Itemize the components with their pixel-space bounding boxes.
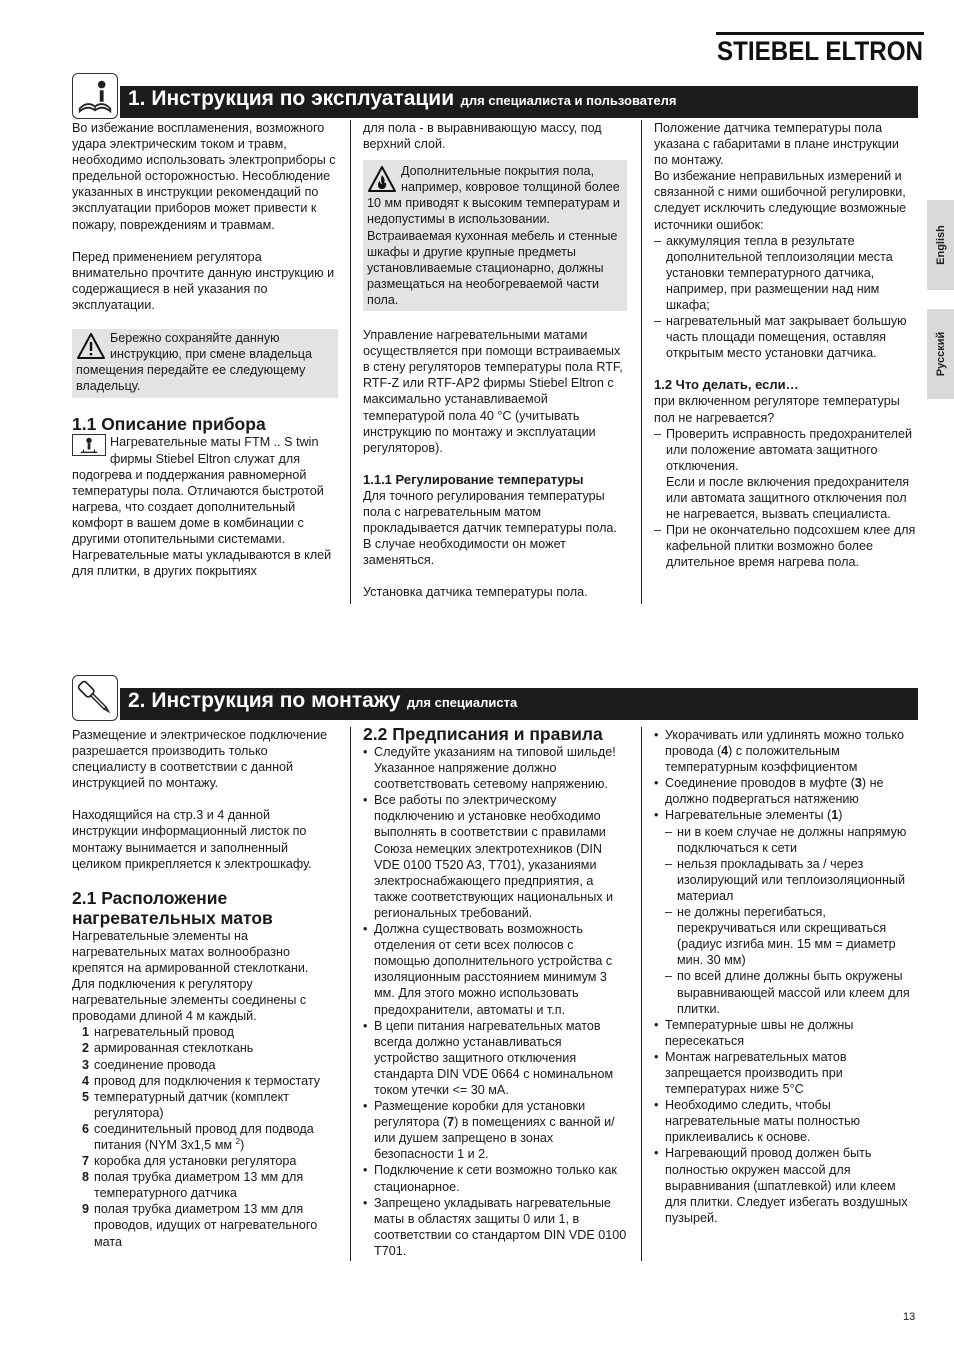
list-item: – При не окончательно подсохшем клее для кафельной плитки возможно более длительное время нагрева пола. <box>654 522 916 570</box>
warning-icon <box>76 332 106 360</box>
section1-column-2 <box>363 120 627 600</box>
paragraph: Перед применением регулятора внимательно прочтите данную инструкцию и содержащиеся в ней указания по эксплуатации. <box>72 249 335 312</box>
list-item: • Должна существовать возможность отделения от сети всех полюсов с помощью дополнительного устройства с изоляционным расстоянием минимум 3 мм. Для этого можно использовать предохранители, автоматы и т.п. <box>363 921 629 1018</box>
list-item: – ни в коем случае не должны напрямую подключаться к сети <box>654 824 916 856</box>
list-item: • Запрещено укладывать нагревательные маты в областях защиты 0 или 1, в соответствии со стандартом DIN VDE 0100 T701. <box>363 1195 629 1259</box>
error-sources-list <box>654 233 916 362</box>
screwdriver-icon <box>72 675 118 721</box>
reading-person-icon <box>72 73 118 119</box>
components-list <box>72 1024 338 1249</box>
sub-list <box>654 824 916 1017</box>
paragraph: для пола - в выравнивающую массу, под верхний слой. <box>363 121 602 152</box>
paragraph: Для подключения к регулятору нагревательные элементы соединены с проводами длиной 4 м каждый. <box>72 977 307 1024</box>
paragraph: при включенном регуляторе температуры пол не нагревается? <box>654 394 900 425</box>
section1-header <box>120 86 918 118</box>
list-item: 5 температурный датчик (комплект регулятора) <box>82 1089 289 1120</box>
list-item: 1 нагревательный провод <box>82 1025 234 1040</box>
svg-text:STIEBEL ELTRON: STIEBEL ELTRON <box>717 36 923 66</box>
list-item: • Необходимо следить, чтобы нагревательные маты полностью приклеивались к основе. <box>654 1097 916 1145</box>
heading-1-1: 1.1 Описание прибора <box>72 414 266 435</box>
section2-header <box>120 688 918 720</box>
section1-subtitle: для специалиста и пользователя <box>460 93 677 108</box>
heading-1-1-1: 1.1.1 Регулирование температуры <box>363 471 584 487</box>
list-item: 3 соединение провода <box>82 1057 216 1072</box>
section2-title: 2. Инструкция по монтажу <box>128 689 401 712</box>
note-box <box>363 160 627 311</box>
column-divider <box>350 727 351 1261</box>
list-item: • Соединение проводов в муфте (3) не должно подвергаться натяжению <box>654 775 916 807</box>
fire-warning-icon <box>367 165 397 193</box>
section2-subtitle: для специалиста <box>406 695 518 710</box>
list-item: • Все работы по электрическому подключению и установке необходимо выполнять в соответствии с правилами Союза немецких электротехников (DIN VDE 0100 T520 A3, T701), указаниями электроснабжающего предприятия, а также соответствующих национальных и региональных требований. <box>363 792 629 921</box>
heading-1-2: 1.2 Что делать, если… <box>654 377 799 393</box>
paragraph: Нагревательные маты укладываются в клей для плитки, в других покрытиях <box>72 548 332 579</box>
expert-user-icon <box>72 434 106 456</box>
troubleshooting-list <box>654 426 916 571</box>
list-item: 2 армированная стеклоткань <box>82 1041 254 1056</box>
section1-column-1 <box>72 120 338 579</box>
tab-english-label: English <box>934 225 947 265</box>
list-item: 6 соединительный провод для подвода питания (NYM 3x1,5 мм $^2$) <box>82 1121 314 1152</box>
heading-2-2: 2.2 Предписания и правила <box>363 724 603 744</box>
rules-list <box>363 744 629 1259</box>
list-item: – нагревательный мат закрывает большую часть площади помещения, оставляя открытым место установки датчика. <box>654 313 916 361</box>
list-item: – по всей длине должны быть окружены выравнивающей массой или клеем для плитки. <box>654 968 916 1016</box>
paragraph: Размещение и электрическое подключение разрешается производить только специалисту в соответствии с данной инструкцией по монтажу. <box>72 728 328 791</box>
list-item: 9 полая трубка диаметром 13 мм для проводов, идущих от нагревательного мата <box>82 1202 318 1249</box>
page-number: 13 <box>903 1311 916 1323</box>
installation-rules-list <box>654 727 916 1226</box>
list-item: • Монтаж нагревательных матов запрещается производить при температурах ниже 5°C <box>654 1049 916 1097</box>
tab-english[interactable] <box>927 200 954 290</box>
section2-column-3 <box>654 727 916 1226</box>
column-divider <box>641 727 642 1261</box>
tab-russian[interactable] <box>927 309 954 399</box>
paragraph: Положение датчика температуры пола указана с габаритами в плане инструкции по монтажу. <box>654 121 899 168</box>
paragraph: Нагревательные элементы на нагревательных матах волнообразно крепятся на армированной стеклоткани. <box>72 928 309 975</box>
tab-russian-label: Русский <box>934 331 947 377</box>
note-text: Дополнительные покрытия пола, например, ковровое толщиной более 10 мм приводят к высоким температурам и недопустимы в использовании. Встраиваемая кухонная мебель и стенные шкафы и другие крупные предметы установливаемые стационарно, должны размещаться на необогреваемой части пола. <box>367 164 620 307</box>
section2-column-1 <box>72 727 338 1250</box>
list-item: • Нагревательные элементы (1) – ни в коем случае не должны напрямую подключаться к сети – нельзя прокладывать за / через изолирующий или теплоизоляционный материал – не должны перегибаться, перекручиваться или скрещиваться (радиус изгиба мин. 15 мм = диаметр мин. 30 мм) – по всей длине должны быть окружены выравнивающей массой или клеем для плитки. <box>654 807 916 1016</box>
note-text: Бережно сохраняйте данную инструкцию, при смене владельца помещения передайте ее следующему владельцу. <box>76 331 313 394</box>
list-item: • Укорачивать или удлинять можно только провода (4) с положительным температурным коэффициентом <box>654 727 916 775</box>
section1-title: 1. Инструкция по эксплуатации <box>128 87 455 110</box>
stiebel-eltron-logo <box>716 32 924 66</box>
list-item: 4 провод для подключения к термостату <box>82 1073 321 1088</box>
list-item: • Нагревающий провод должен быть полностью окружен массой для выравнивания (шпатлевкой) или клеем для плитки. Следует избегать воздушных пузырей. <box>654 1145 916 1225</box>
list-item: • Температурные швы не должны пересекаться <box>654 1017 916 1049</box>
list-item: • В цепи питания нагревательных матов всегда должно устанавливаться устройство защитного отключения стандарта DIN VDE 0664 с номинальном током утечки <= 30 мА. <box>363 1018 629 1098</box>
list-item: 7 коробка для установки регулятора <box>82 1154 297 1169</box>
list-item: – нельзя прокладывать за / через изолирующий или теплоизоляционный материал <box>654 856 916 904</box>
paragraph: Во избежание неправильных измерений и связанной с ними ошибочной регулировки, следует исключить следующие возможные источники ошибок: <box>654 169 907 232</box>
section2-column-2 <box>363 724 629 1259</box>
paragraph: Нагревательные маты FTM .. S twin фирмы Stiebel Eltron служат для подогрева и поддержания равномерной температуры пола. Отличаются быстротой нагрева, что создает дополнительный комфорт в вашем доме в комбинации с другими отопительными системами. <box>72 435 324 546</box>
list-item: – не должны перегибаться, перекручиваться или скрещиваться (радиус изгиба мин. 15 мм = диаметр мин. 30 мм) <box>654 904 916 968</box>
list-item: • Размещение коробки для установки регулятора (7) в помещениях с ванной и/или душем запрещено в зонах безопасности 1 и 2. <box>363 1098 629 1162</box>
paragraph: Управление нагревательными матами осуществляется при помощи встраиваемых в стену регуляторов температуры пола RTF, RTF-Z или RTF-AP2 фирмы Stiebel Eltron с максимально устанавливаемой температурой пола 40 °C (учитывать инструкцию по монтажу и эксплуатации регуляторов). <box>363 328 623 455</box>
section1-column-3 <box>654 120 916 570</box>
list-item: – аккумуляция тепла в результате дополнительной теплоизоляции места установки температурного датчика, например, при размещении над ним шкафа; <box>654 233 916 313</box>
column-divider <box>350 120 351 604</box>
list-item: • Следуйте указаниям на типовой шильде! Указанное напряжение должно соответствовать сетевому напряжению. <box>363 744 629 792</box>
list-item: 8 полая трубка диаметром 13 мм для температурного датчика <box>82 1170 304 1201</box>
heading-2-1: 2.1 Расположение нагревательных матов <box>72 887 273 928</box>
paragraph: Находящийся на стр.3 и 4 данной инструкции информационный листок по монтажу вынимается и заполненный целиком прикрепляется к электрошкафу. <box>72 808 312 871</box>
paragraph: Установка датчика температуры пола. <box>363 585 588 600</box>
paragraph: Во избежание воспламенения, возможного удара электрическим током и травм, необходимо использовать электроприборы с предельной осторожностью. Несоблюдение указанных в инструкции рекомендаций по эксплуатации приборов может привести к пожару, повреждениям и травмам. <box>72 121 336 232</box>
list-item: • Подключение к сети возможно только как стационарное. <box>363 1162 629 1194</box>
logo-graphic <box>716 32 924 66</box>
list-item: – Проверить исправность предохранителей или положение автомата защитного отключения. Если и после включения предохранителя или автомата защитного отключения пол не нагревается, вызвать специалиста. <box>654 426 916 523</box>
column-divider <box>641 120 642 604</box>
paragraph: Для точного регулирования температуры пола с нагревательным матом прокладывается датчик температуры пола. В случае необходимости он может заменяться. <box>363 488 617 568</box>
note-box <box>72 329 338 398</box>
